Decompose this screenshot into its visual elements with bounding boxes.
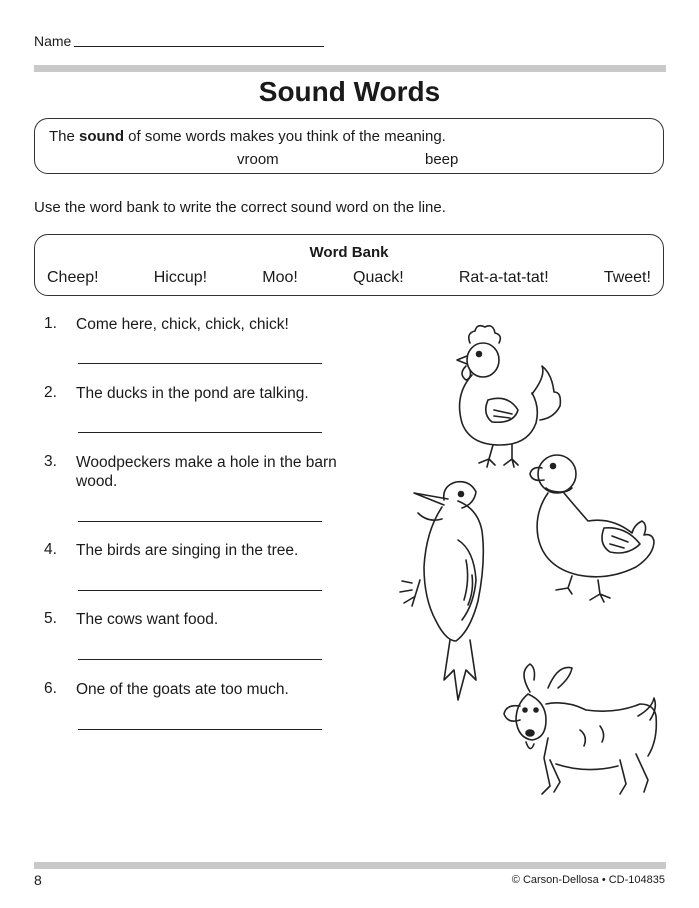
question-text: The birds are singing in the tree.: [76, 542, 299, 559]
question-number: 3.: [44, 453, 57, 470]
word-bank-item: Hiccup!: [153, 269, 208, 286]
duck-illustration: [530, 455, 654, 602]
question-number: 4.: [44, 541, 57, 558]
question-text: Woodpeckers make a hole in the barn wood.: [76, 454, 337, 490]
intro-text: The sound of some words makes you think of the meaning.: [49, 128, 446, 145]
question-number: 1.: [44, 315, 57, 332]
word-bank-item: Rat-a-tat-tat!: [458, 269, 549, 286]
bottom-divider: [34, 862, 666, 869]
question-text: The ducks in the pond are talking.: [76, 385, 309, 402]
page-title: Sound Words: [258, 76, 441, 107]
word-bank-item: Quack!: [353, 269, 404, 286]
name-label: Name: [34, 33, 72, 49]
page-number: 8: [34, 872, 42, 888]
question-number: 6.: [44, 680, 57, 697]
word-bank-item: Tweet!: [603, 269, 651, 286]
example-word-beep: beep: [425, 151, 459, 168]
instructions: Use the word bank to write the correct sound word on the line.: [34, 199, 446, 216]
question-number: 2.: [44, 384, 57, 401]
word-bank-item: Moo!: [262, 269, 298, 286]
question-text: One of the goats ate too much.: [76, 681, 289, 698]
word-bank-title: Word Bank: [309, 244, 389, 261]
goat-illustration: [504, 664, 656, 794]
word-bank-item: Cheep!: [47, 269, 99, 286]
chicken-illustration: [457, 326, 560, 467]
question-text: The cows want food.: [76, 611, 219, 628]
question-number: 5.: [44, 610, 57, 627]
intro-bold-word: sound: [79, 128, 125, 145]
copyright: © Carson-Dellosa • CD-104835: [511, 874, 665, 886]
woodpecker-illustration: [400, 482, 483, 700]
question-text: Come here, chick, chick, chick!: [76, 316, 289, 333]
example-word-vroom: vroom: [237, 151, 279, 168]
